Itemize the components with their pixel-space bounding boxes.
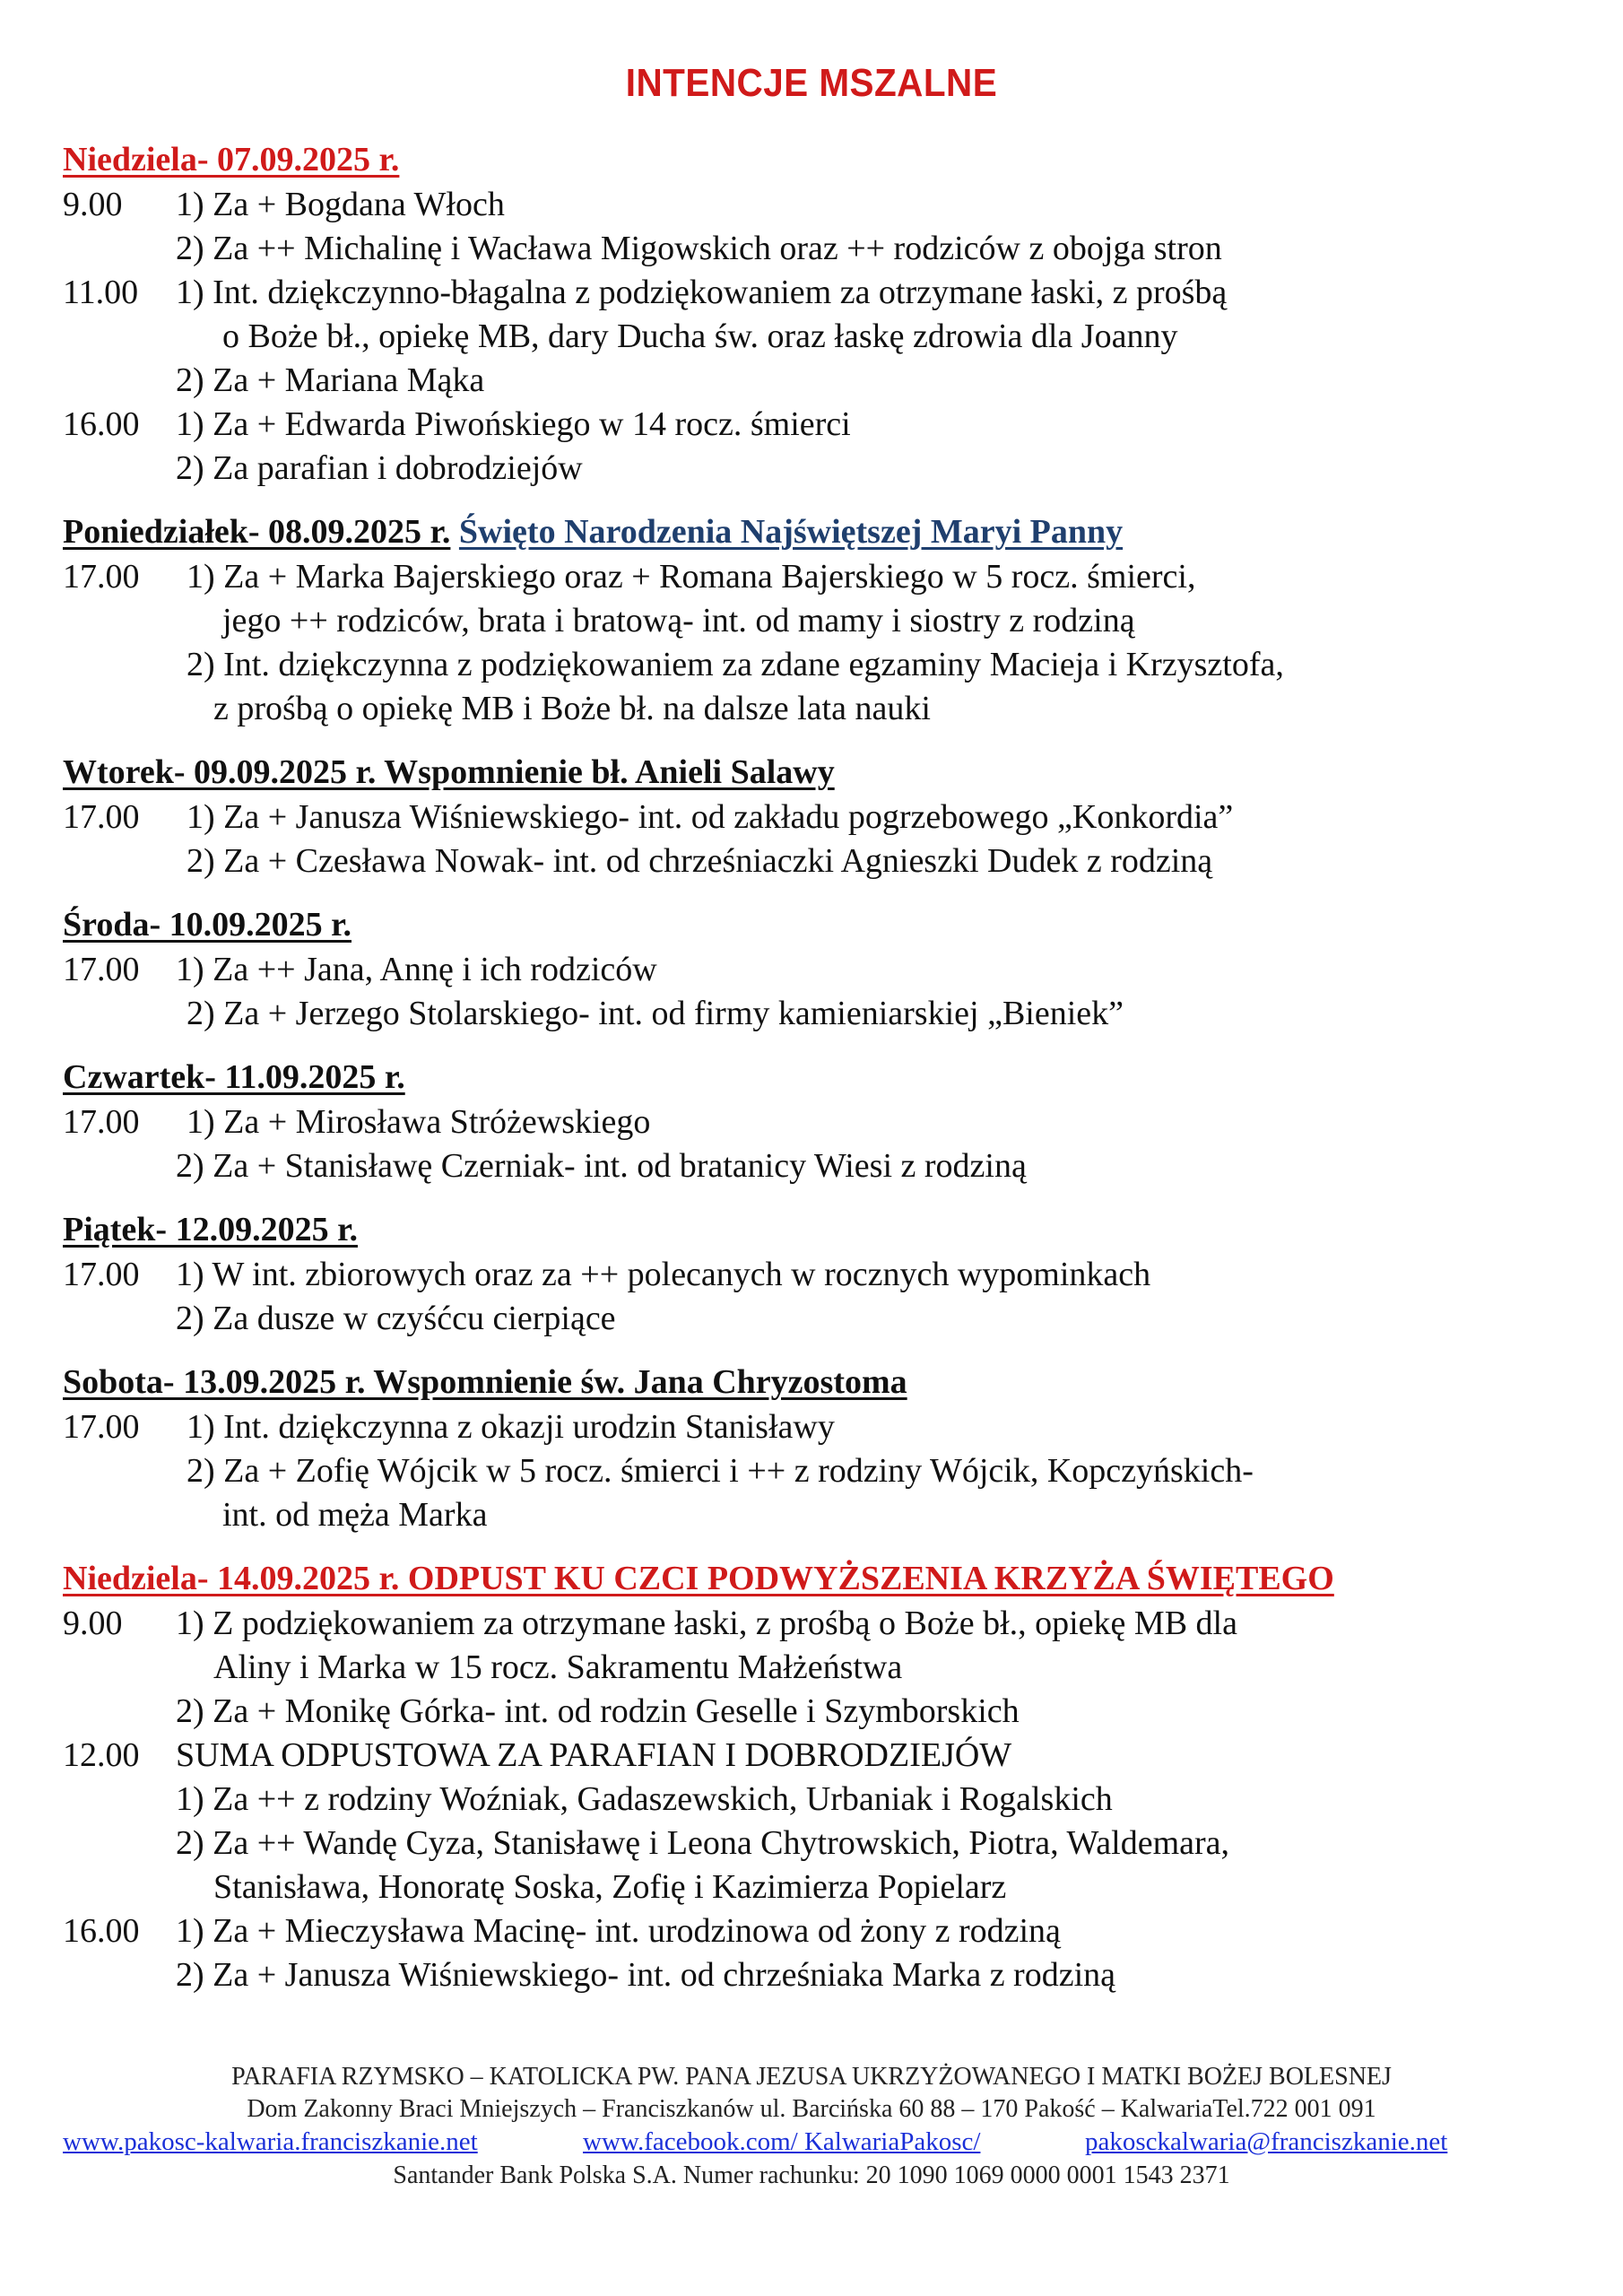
mass-time: 17.00 — [63, 1256, 140, 1293]
mass-time: 17.00 — [63, 558, 140, 596]
intention-line: SUMA ODPUSTOWA ZA PARAFIAN I DOBRODZIEJÓW — [176, 1736, 1012, 1774]
intention-line: 1) Za + Bogdana Włoch — [176, 186, 505, 223]
footer-bank: Santander Bank Polska S.A. Numer rachunku: 20 1090 1069 0000 0001 1543 2371 — [393, 2161, 1230, 2189]
intention-line: 2) Int. dziękczynna z podziękowaniem za zdane egzaminy Macieja i Krzysztofa, — [187, 646, 1284, 683]
intention-line: 1) W int. zbiorowych oraz za ++ polecanych w rocznych wypominkach — [176, 1256, 1151, 1293]
intention-line: o Boże bł., opiekę MB, dary Ducha św. oraz łaskę zdrowia dla Joanny — [222, 317, 1178, 355]
mass-time: 12.00 — [63, 1736, 140, 1774]
intention-line: 2) Za + Monikę Górka- int. od rodzin Geselle i Szymborskich — [176, 1692, 1020, 1730]
intention-line: jego ++ rodziców, brata i bratową- int. od mamy i siostry z rodziną — [222, 602, 1135, 639]
day-heading: Niedziela- 14.09.2025 r. ODPUST KU CZCI PODWYŻSZENIA KRZYŻA ŚWIĘTEGO — [63, 1560, 1334, 1597]
mass-time: 17.00 — [63, 798, 140, 836]
intention-line: z prośbą o opiekę MB i Boże bł. na dalsze lata nauki — [213, 690, 931, 727]
intention-line: 1) Za ++ z rodziny Woźniak, Gadaszewskich, Urbaniak i Rogalskich — [176, 1780, 1113, 1818]
footer-address: Dom Zakonny Braci Mniejszych – Franciszkanów ul. Barcińska 60 88 – 170 Pakość – KalwariaTel.722 001 091 — [247, 2095, 1376, 2123]
facebook-link[interactable]: www.facebook.com/ KalwariaPakosc/ — [583, 2127, 981, 2156]
mass-time: 16.00 — [63, 405, 140, 443]
day-heading: Wtorek- 09.09.2025 r. Wspomnienie bł. Anieli Salawy — [63, 753, 835, 791]
intention-line: 2) Za ++ Wandę Cyza, Stanisławę i Leona Chytrowskich, Piotra, Waldemara, — [176, 1824, 1230, 1862]
intention-line: Stanisława, Honoratę Soska, Zofię i Kazimierza Popielarz — [213, 1868, 1007, 1906]
intention-line: 1) Za + Mieczysława Macinę- int. urodzinowa od żony z rodziną — [176, 1912, 1061, 1950]
page-title: INTENCJE MSZALNE — [625, 61, 998, 105]
mass-time: 17.00 — [63, 1408, 140, 1446]
day-heading: Środa- 10.09.2025 r. — [63, 906, 352, 944]
intention-line: 2) Za + Janusza Wiśniewskiego- int. od chrześniaka Marka z rodziną — [176, 1956, 1116, 1994]
mass-time: 9.00 — [63, 186, 123, 223]
intention-line: 2) Za + Stanisławę Czerniak- int. od bratanicy Wiesi z rodziną — [176, 1147, 1027, 1185]
day-heading: Piątek- 12.09.2025 r. — [63, 1211, 358, 1248]
day-heading: Czwartek- 11.09.2025 r. — [63, 1058, 405, 1096]
intention-line: 2) Za + Czesława Nowak- int. od chrześniaczki Agnieszki Dudek z rodziną — [187, 842, 1213, 880]
footer-parish: PARAFIA RZYMSKO – KATOLICKA PW. PANA JEZUSA UKRZYŻOWANEGO I MATKI BOŻEJ BOLESNEJ — [231, 2063, 1392, 2091]
mass-time: 16.00 — [63, 1912, 140, 1950]
intention-line: int. od męża Marka — [222, 1496, 488, 1534]
intention-line: 2) Za ++ Michalinę i Wacława Migowskich oraz ++ rodziców z obojga stron — [176, 230, 1222, 267]
mass-time: 17.00 — [63, 951, 140, 988]
mass-time: 11.00 — [63, 274, 139, 311]
intention-line: 1) Z podziękowaniem za otrzymane łaski, z prośbą o Boże bł., opiekę MB dla — [176, 1605, 1237, 1642]
intention-line: 1) Int. dziękczynno-błagalna z podziękowaniem za otrzymane łaski, z prośbą — [176, 274, 1228, 311]
intention-line: 1) Int. dziękczynna z okazji urodzin Stanisławy — [187, 1408, 835, 1446]
mass-time: 9.00 — [63, 1605, 123, 1642]
intention-line: 1) Za + Edwarda Piwońskiego w 14 rocz. śmierci — [176, 405, 851, 443]
email-link[interactable]: pakosckalwaria@franciszkanie.net — [1085, 2127, 1448, 2156]
day-heading-row — [63, 511, 1123, 552]
feast-name: Święto Narodzenia Najświętszej Maryi Panny — [458, 513, 1124, 551]
intention-line: 2) Za + Zofię Wójcik w 5 rocz. śmierci i ++ z rodziny Wójcik, Kopczyńskich- — [187, 1452, 1254, 1490]
intention-line: 2) Za parafian i dobrodziejów — [176, 449, 583, 487]
day-heading: Poniedziałek- 08.09.2025 r. — [63, 513, 451, 551]
intention-line: 1) Za ++ Jana, Annę i ich rodziców — [176, 951, 657, 988]
intention-line: 2) Za dusze w czyśćcu cierpiące — [176, 1300, 616, 1337]
intention-line: 1) Za + Mirosława Stróżewskiego — [187, 1103, 651, 1141]
day-heading: Niedziela- 07.09.2025 r. — [63, 141, 400, 178]
intention-line: 2) Za + Mariana Mąka — [176, 361, 485, 399]
mass-time: 17.00 — [63, 1103, 140, 1141]
intention-line: 1) Za + Marka Bajerskiego oraz + Romana Bajerskiego w 5 rocz. śmierci, — [187, 558, 1196, 596]
intention-line: 2) Za + Jerzego Stolarskiego- int. od firmy kamieniarskiej „Bieniek” — [187, 995, 1124, 1032]
website-link[interactable]: www.pakosc-kalwaria.franciszkanie.net — [63, 2127, 478, 2156]
intention-line: Aliny i Marka w 15 rocz. Sakramentu Małżeństwa — [213, 1648, 903, 1686]
intention-line: 1) Za + Janusza Wiśniewskiego- int. od zakładu pogrzebowego „Konkordia” — [187, 798, 1234, 836]
day-heading: Sobota- 13.09.2025 r. Wspomnienie św. Jana Chryzostoma — [63, 1363, 907, 1401]
